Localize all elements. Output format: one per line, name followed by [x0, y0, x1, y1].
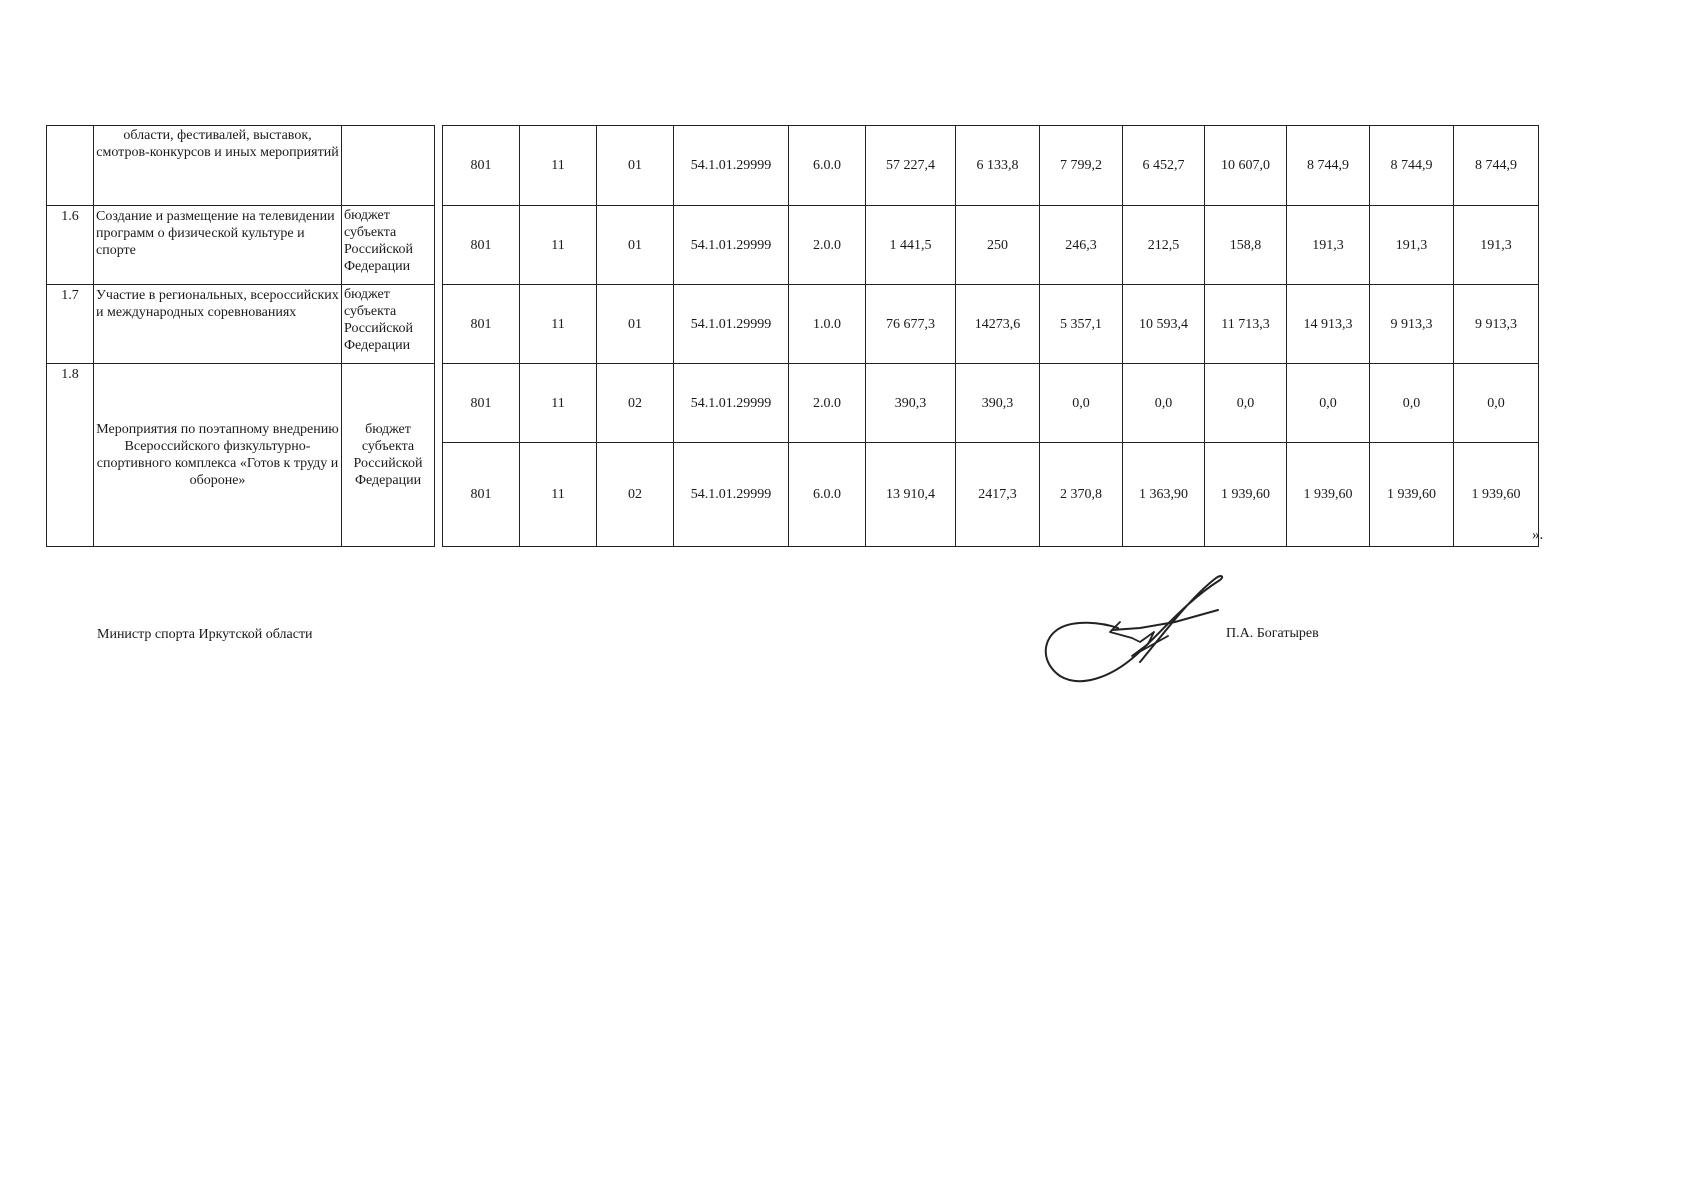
- row-number: [47, 126, 94, 206]
- vr-cell: 2.0.0: [789, 364, 866, 443]
- year-cell: 0,0: [1370, 364, 1454, 443]
- closing-quote: ».: [1532, 527, 1544, 543]
- year-cell: 191,3: [1287, 206, 1370, 285]
- vr-cell: 6.0.0: [789, 126, 866, 206]
- row-name: Мероприятия по поэтапному внедрению Всероссийского физкультурно-спортивного комплекса «Готов к труду и обороне»: [94, 364, 342, 547]
- year-cell: 1 939,60: [1454, 443, 1539, 547]
- kgrbs-cell: 801: [443, 126, 520, 206]
- column-gap: [435, 126, 443, 206]
- csr-cell: 54.1.01.29999: [674, 364, 789, 443]
- year-cell: 8 744,9: [1454, 126, 1539, 206]
- year-cell: 14 913,3: [1287, 285, 1370, 364]
- table-row: [47, 285, 1539, 364]
- row-source: бюджет субъекта Российской Федерации: [342, 364, 435, 547]
- year-cell: 9 913,3: [1454, 285, 1539, 364]
- year-cell: 0,0: [1454, 364, 1539, 443]
- year-cell: 1 939,60: [1370, 443, 1454, 547]
- column-gap: [435, 443, 443, 547]
- signer-name: П.А. Богатырев: [1226, 626, 1319, 641]
- pr-cell: 02: [597, 364, 674, 443]
- csr-cell: 54.1.01.29999: [674, 126, 789, 206]
- rz-cell: 11: [520, 285, 597, 364]
- year-cell: 6 452,7: [1123, 126, 1205, 206]
- total-cell: 13 910,4: [866, 443, 956, 547]
- rz-cell: 11: [520, 443, 597, 547]
- csr-cell: 54.1.01.29999: [674, 285, 789, 364]
- year-cell: 1 363,90: [1123, 443, 1205, 547]
- pr-cell: 01: [597, 206, 674, 285]
- vr-cell: 6.0.0: [789, 443, 866, 547]
- year-cell: 1 939,60: [1205, 443, 1287, 547]
- year-cell: 10 607,0: [1205, 126, 1287, 206]
- row-number: 1.7: [47, 285, 94, 364]
- year-cell: 2417,3: [956, 443, 1040, 547]
- year-cell: 5 357,1: [1040, 285, 1123, 364]
- year-cell: 0,0: [1287, 364, 1370, 443]
- row-source: бюджет субъекта Российской Федерации: [342, 206, 435, 285]
- column-gap: [435, 364, 443, 443]
- year-cell: 7 799,2: [1040, 126, 1123, 206]
- row-name: Участие в региональных, всероссийских и международных соревнованиях: [94, 285, 342, 364]
- row-source: бюджет субъекта Российской Федерации: [342, 285, 435, 364]
- column-gap: [435, 285, 443, 364]
- row-number: 1.6: [47, 206, 94, 285]
- total-cell: 57 227,4: [866, 126, 956, 206]
- table-row: [47, 364, 1539, 443]
- kgrbs-cell: 801: [443, 443, 520, 547]
- signer-position: Министр спорта Иркутской области: [97, 627, 313, 642]
- row-number: 1.8: [47, 364, 94, 547]
- year-cell: 0,0: [1205, 364, 1287, 443]
- row-name: области, фестивалей, выставок, смотров-конкурсов и иных мероприятий: [94, 126, 342, 206]
- rz-cell: 11: [520, 126, 597, 206]
- year-cell: 2 370,8: [1040, 443, 1123, 547]
- kgrbs-cell: 801: [443, 364, 520, 443]
- table-row: [47, 206, 1539, 285]
- vr-cell: 1.0.0: [789, 285, 866, 364]
- total-cell: 76 677,3: [866, 285, 956, 364]
- csr-cell: 54.1.01.29999: [674, 443, 789, 547]
- kgrbs-cell: 801: [443, 206, 520, 285]
- year-cell: 10 593,4: [1123, 285, 1205, 364]
- pr-cell: 01: [597, 285, 674, 364]
- budget-table: [46, 125, 1539, 547]
- year-cell: 11 713,3: [1205, 285, 1287, 364]
- year-cell: 246,3: [1040, 206, 1123, 285]
- row-name: Создание и размещение на телевидении программ о физической культуре и спорте: [94, 206, 342, 285]
- year-cell: 250: [956, 206, 1040, 285]
- year-cell: 191,3: [1370, 206, 1454, 285]
- table-row: [47, 126, 1539, 206]
- handwritten-signature: [1040, 570, 1230, 690]
- year-cell: 9 913,3: [1370, 285, 1454, 364]
- kgrbs-cell: 801: [443, 285, 520, 364]
- rz-cell: 11: [520, 364, 597, 443]
- total-cell: 390,3: [866, 364, 956, 443]
- year-cell: 390,3: [956, 364, 1040, 443]
- csr-cell: 54.1.01.29999: [674, 206, 789, 285]
- year-cell: 1 939,60: [1287, 443, 1370, 547]
- row-source: [342, 126, 435, 206]
- year-cell: 212,5: [1123, 206, 1205, 285]
- rz-cell: 11: [520, 206, 597, 285]
- vr-cell: 2.0.0: [789, 206, 866, 285]
- pr-cell: 01: [597, 126, 674, 206]
- total-cell: 1 441,5: [866, 206, 956, 285]
- year-cell: 6 133,8: [956, 126, 1040, 206]
- year-cell: 0,0: [1040, 364, 1123, 443]
- year-cell: 8 744,9: [1287, 126, 1370, 206]
- year-cell: 158,8: [1205, 206, 1287, 285]
- year-cell: 0,0: [1123, 364, 1205, 443]
- year-cell: 191,3: [1454, 206, 1539, 285]
- pr-cell: 02: [597, 443, 674, 547]
- year-cell: 8 744,9: [1370, 126, 1454, 206]
- column-gap: [435, 206, 443, 285]
- year-cell: 14273,6: [956, 285, 1040, 364]
